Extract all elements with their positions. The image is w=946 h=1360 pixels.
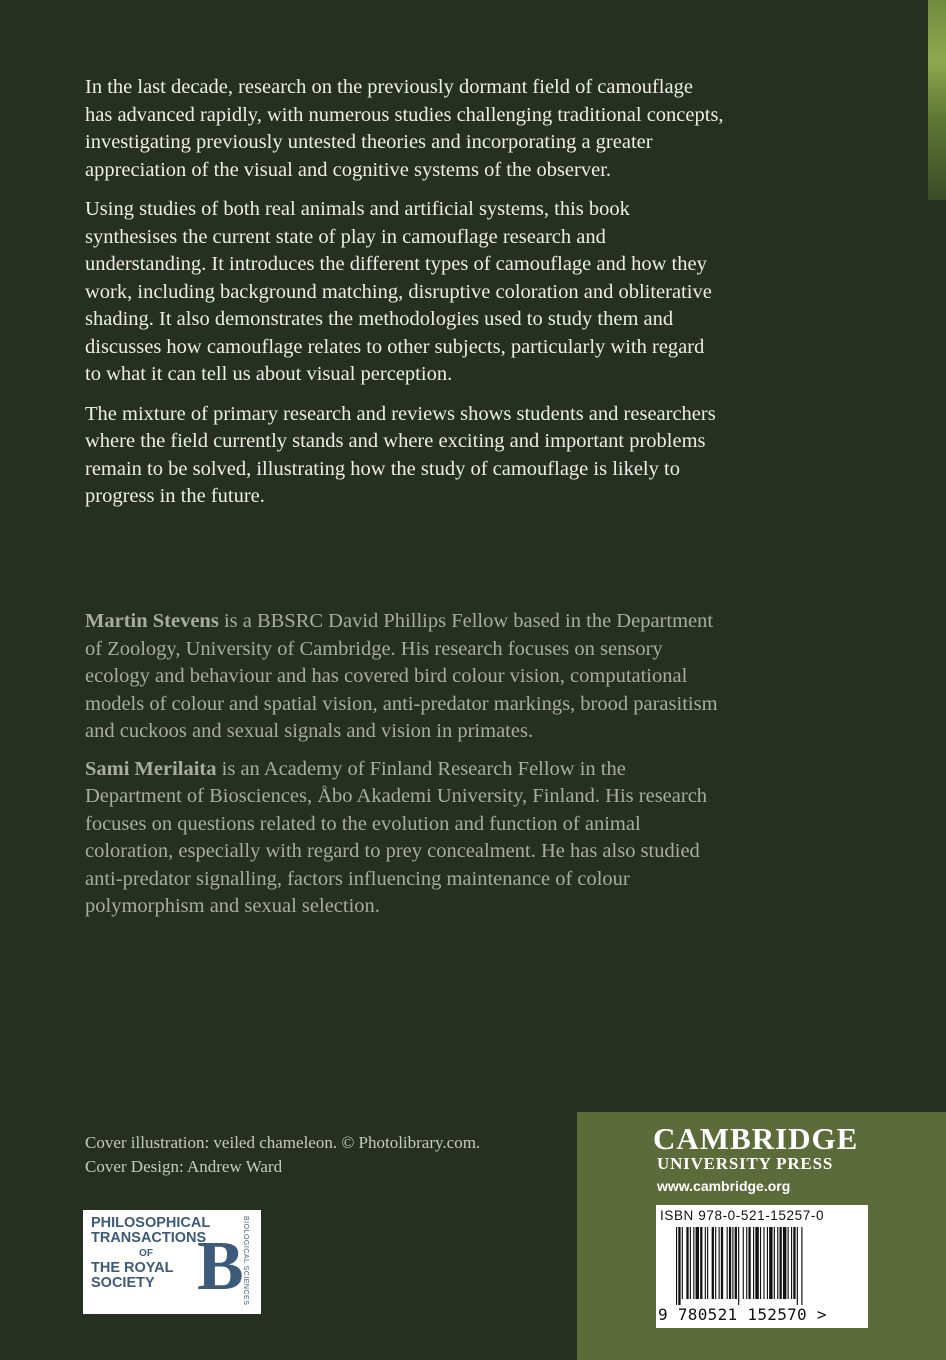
barcode-bar: [748, 1227, 750, 1299]
barcode-bar: [797, 1227, 798, 1305]
barcode-bar: [678, 1227, 680, 1305]
barcode-bar: [788, 1227, 789, 1299]
description-paragraph-3: The mixture of primary research and reviews shows students and researchers where the field currently stands and where exciting and important problems remain to be solved, illustrating how the study of camouflage is likely to progress in the future.: [85, 402, 716, 507]
barcode-bar: [705, 1227, 706, 1299]
author-bios: [85, 608, 725, 931]
publisher-press: UNIVERSITY PRESS: [657, 1154, 834, 1173]
barcode-bar: [721, 1227, 723, 1299]
barcode-bars: [676, 1227, 852, 1305]
barcode-bar: [696, 1227, 699, 1299]
barcode-bar: [719, 1227, 720, 1299]
logo-side-label: BIOLOGICAL SCIENCES: [242, 1216, 249, 1306]
barcode-bar: [690, 1227, 691, 1299]
barcode-digits: 9 780521 152570 >: [658, 1305, 827, 1324]
barcode-bar: [763, 1227, 764, 1299]
barcode-bar: [774, 1227, 775, 1299]
barcode-bar: [682, 1227, 683, 1299]
barcode-bar: [755, 1227, 758, 1299]
logo-line: PHILOSOPHICAL: [91, 1215, 211, 1231]
description-paragraph-2: Using studies of both real animals and artificial systems, this book synthesises the current state of play in camouflage research and understanding. It introduces the different types of camouflage and how they work, including background matching, disruptive coloration and obliterative shading. It also demonstrates the methodologies used to study them and discusses how camouflage relates to other subjects, particularly with regard to what it can tell us about visual perception.: [85, 198, 712, 385]
barcode-bar: [769, 1227, 772, 1299]
royal-society-logo: [83, 1210, 261, 1314]
publisher-website: www.cambridge.org: [657, 1178, 791, 1194]
barcode-bar: [783, 1227, 786, 1299]
barcode-bar: [700, 1227, 702, 1299]
barcode-bar: [707, 1227, 708, 1299]
barcode-bar: [780, 1227, 782, 1299]
logo-line: THE ROYAL: [91, 1260, 174, 1276]
author-bio-text: is an Academy of Finland Research Fellow in the Department of Biosciences, Åbo Akademi University, Finland. His research focuses on questions related to the evolution and function of animal coloration, especially with regard to prey concealment. He has also studied anti-predator signalling, factors influencing maintenance of colour polymorphism and sexual selection.: [85, 757, 708, 917]
barcode-bar: [777, 1227, 778, 1299]
design-credit: Cover Design: Andrew Ward: [85, 1157, 283, 1176]
barcode-bar: [746, 1227, 747, 1299]
publisher-panel: [577, 1112, 946, 1360]
barcode-bar: [735, 1227, 737, 1299]
illustration-credit: Cover illustration: veiled chameleon. © Photolibrary.com.: [85, 1133, 481, 1152]
barcode-bar: [791, 1227, 792, 1299]
logo-line: TRANSACTIONS: [91, 1230, 207, 1246]
author-bio-stevens: [85, 608, 725, 746]
logo-line: SOCIETY: [91, 1275, 155, 1291]
author-name: Martin Stevens: [85, 610, 219, 632]
barcode-bar: [729, 1227, 731, 1299]
logo-line: OF: [139, 1248, 153, 1259]
barcode-bar: [732, 1227, 733, 1299]
barcode-bar: [801, 1227, 802, 1305]
logo-letter-b: B: [197, 1228, 244, 1305]
barcode-bar: [738, 1227, 739, 1305]
barcode-bar: [715, 1227, 716, 1299]
book-description: [85, 74, 725, 523]
barcode-bar: [793, 1227, 795, 1299]
publisher-name: CAMBRIDGE: [653, 1121, 859, 1156]
description-paragraph-1: In the last decade, research on the previously dormant field of camouflage has advanced rapidly, with numerous studies challenging traditional concepts, investigating previously untested theories and incorporating a greater appreciation of the visual and cognitive systems of the observer.: [85, 76, 724, 181]
barcode-bar: [686, 1227, 688, 1299]
cover-credits: [85, 1131, 480, 1179]
isbn-label: ISBN 978-0-521-15257-0: [660, 1208, 825, 1223]
barcode-bar: [712, 1227, 714, 1299]
barcode-bar: [727, 1227, 728, 1299]
barcode-bar: [767, 1227, 768, 1299]
barcode-bar: [760, 1227, 761, 1299]
barcode-bar: [743, 1227, 744, 1299]
cover-photo-edge: [928, 0, 946, 200]
barcode-bar: [753, 1227, 754, 1299]
barcode-bar: [693, 1227, 694, 1299]
author-name: Sami Merilaita: [85, 757, 217, 780]
barcode-bar: [676, 1227, 677, 1305]
author-bio-merilaita: [85, 756, 725, 921]
author-bio-text: is a BBSRC David Phillips Fellow based in the Department of Zoology, University of Cambridge. His research focuses on sensory ecology and behaviour and has covered bird colour vision, computational models of colour and spatial vision, anti-predator markings, brood parasitism and cuckoos and sexual signals and vision in primates.: [85, 610, 718, 742]
isbn-barcode: [656, 1205, 868, 1328]
